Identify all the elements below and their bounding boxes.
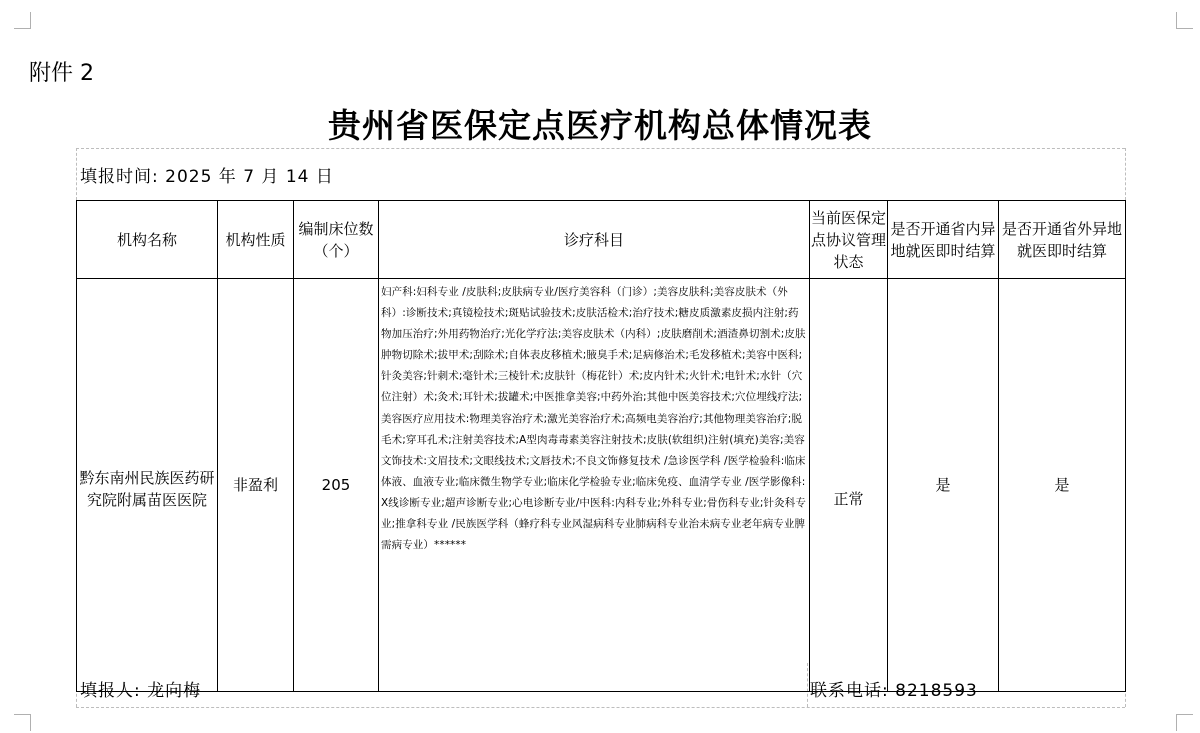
contact-phone: 联系电话: 8218593	[810, 681, 978, 701]
grid-line	[76, 148, 1125, 149]
header-intra-province: 是否开通省内异地就医即时结算	[888, 201, 999, 279]
cell-nature: 非盈利	[218, 279, 294, 692]
attachment-label: 附件 2	[29, 61, 94, 86]
page-corner-mark	[1176, 714, 1193, 731]
cell-beds: 205	[294, 279, 379, 692]
cell-institution-name: 黔东南州民族医药研究院附属苗医医院	[77, 279, 218, 692]
page-title: 贵州省医保定点医疗机构总体情况表	[328, 106, 872, 145]
grid-line	[1125, 148, 1126, 200]
cell-status: 正常	[810, 279, 888, 692]
page-corner-mark	[14, 714, 31, 731]
header-beds: 编制床位数（个）	[294, 201, 379, 279]
cell-scope: 妇产科:妇科专业 /皮肤科;皮肤病专业/医疗美容科（门诊）;美容皮肤科;美容皮肤术（外科）:诊断技术;真镜检技术;斑贴试验技术;皮肤活检术;治疗技术;糖皮质激素皮损内注射;药物加压治疗;外用药物治疗;光化学疗法;美容皮肤术（内科）;皮肤磨削术;酒渣鼻切割术;皮肤肿物切除术;拔甲术;刮除术;自体表皮移植术;腋臭手术;足病修治术;毛发移植术;美容中医科;针灸美容;针刺术;毫针术;三棱针术;皮肤针（梅花针）术;皮内针术;火针术;电针术;水针（穴位注射）术;灸术;耳针术;拔罐术;中医推拿美容;中药外治;其他中医美容技术;穴位埋线疗法;美容医疗应用技术:物理美容治疗术;激光美容治疗术;高频电美容治疗;其他物理美容治疗;脱毛术;穿耳孔术;注射美容技术;A型肉毒毒素美容注射技术;皮肤(软组织)注射(填充)美容;美容文饰技术:文眉技术;文眼线技术;文唇技术;不良文饰修复技术 /急诊医学科 /医学检验科:临床体液、血液专业;临床微生物学专业;临床化学检验专业;临床免疫、血清学专业 /医学影像科:X线诊断专业;超声诊断专业;心电诊断专业/中医科:内科专业;外科专业;骨伤科专业;针灸科专业;推拿科专业 /民族医学科（蜂疗科专业风湿病科专业肺病科专业治未病专业老年病专业脾需病专业）******	[379, 279, 810, 692]
header-nature: 机构性质	[218, 201, 294, 279]
institution-table	[76, 200, 1126, 692]
header-name: 机构名称	[77, 201, 218, 279]
grid-line	[76, 148, 77, 200]
fill-date: 填报时间: 2025 年 7 月 14 日	[80, 167, 334, 187]
filler-name: 填报人: 龙向梅	[80, 681, 202, 701]
page-corner-mark	[14, 12, 31, 29]
header-inter-province: 是否开通省外异地就医即时结算	[999, 201, 1126, 279]
cell-inter-province: 是	[999, 279, 1126, 692]
grid-line	[76, 707, 1125, 708]
header-scope: 诊疗科目	[379, 201, 810, 279]
table-header-row	[77, 201, 1126, 279]
header-status: 当前医保定点协议管理状态	[810, 201, 888, 279]
table-row	[77, 279, 1126, 692]
page-corner-mark	[1176, 12, 1193, 29]
cell-intra-province: 是	[888, 279, 999, 692]
